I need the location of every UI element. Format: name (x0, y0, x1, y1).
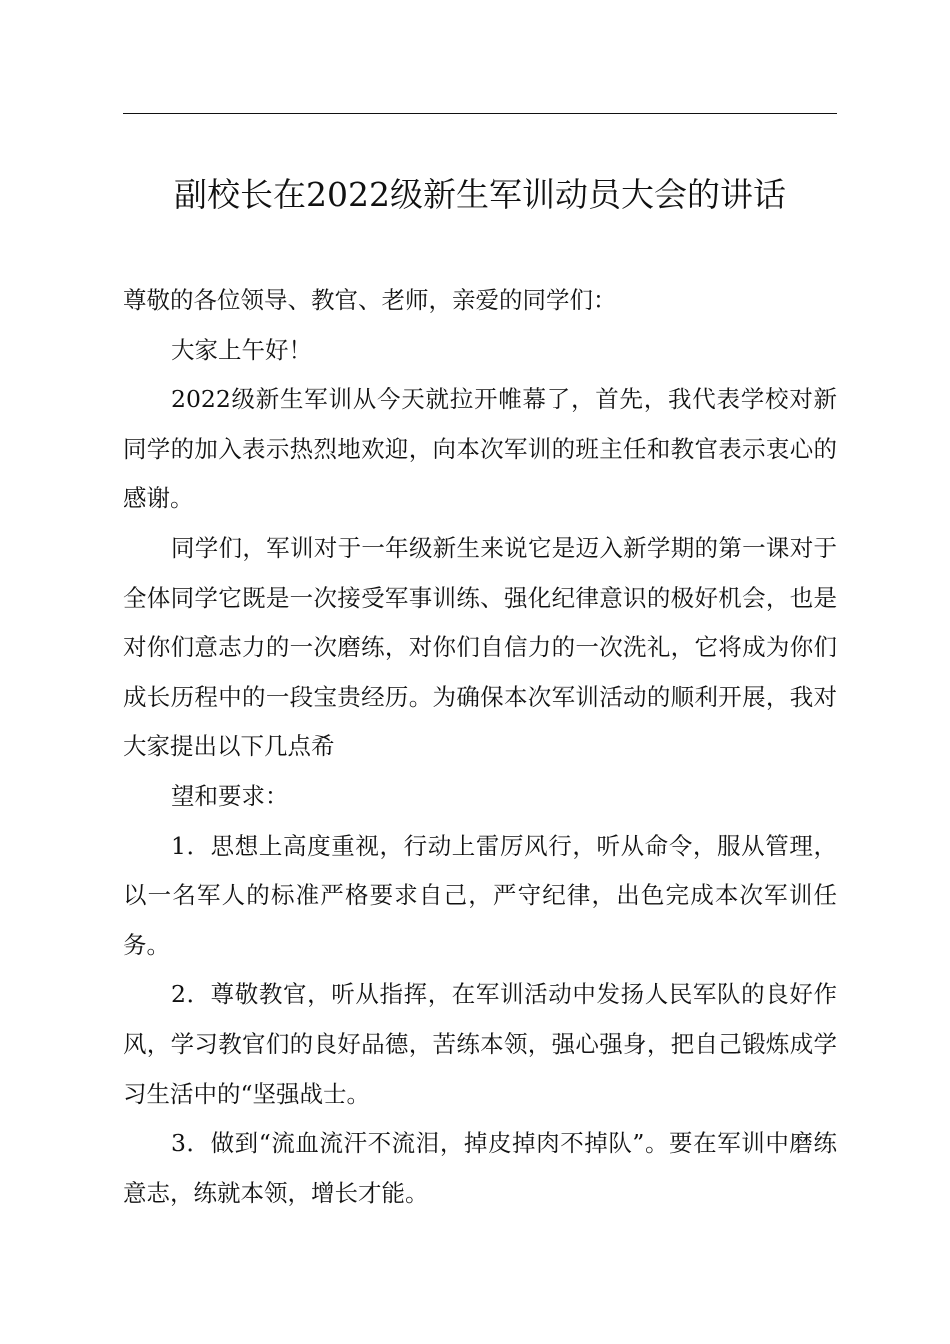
greeting: 大家上午好！ (171, 335, 312, 364)
paragraph-requirements-lead: 望和要求： (171, 781, 289, 810)
document-title: 副校长在2022级新生军训动员大会的讲话 (174, 175, 786, 214)
requirement-item-2: 2．尊敬教官，听从指挥，在军训活动中发扬人民军队的良好作风，学习教官们的良好品德，苦练本领，强心强身，把自己锻炼成学习生活中的“坚强战士。 (123, 980, 837, 1108)
salutation: 尊敬的各位领导、教官、老师，亲爱的同学们： (123, 286, 617, 314)
header-rule (123, 113, 837, 114)
requirement-item-3: 3．做到“流血流汗不流泪，掉皮掉肉不掉队”。要在军训中磨练意志，练就本领，增长才能。 (123, 1129, 837, 1207)
paragraph-intro: 2022级新生军训从今天就拉开帷幕了，首先，我代表学校对新同学的加入表示热烈地欢迎，向本次军训的班主任和教官表示衷心的感谢。 (123, 385, 837, 513)
requirement-item-1: 1．思想上高度重视，行动上雷厉风行，听从命令，服从管理，以一名军人的标准严格要求自己，严守纪律，出色完成本次军训任务。 (123, 831, 837, 959)
paragraph-significance: 同学们，军训对于一年级新生来说它是迈入新学期的第一课对于全体同学它既是一次接受军事训练、强化纪律意识的极好机会，也是对你们意志力的一次磨练，对你们自信力的一次洗礼，它将成为你们成长历程中的一段宝贵经历。为确保本次军训活动的顺利开展，我对大家提出以下几点希 (123, 533, 837, 761)
document-body (123, 276, 837, 1218)
